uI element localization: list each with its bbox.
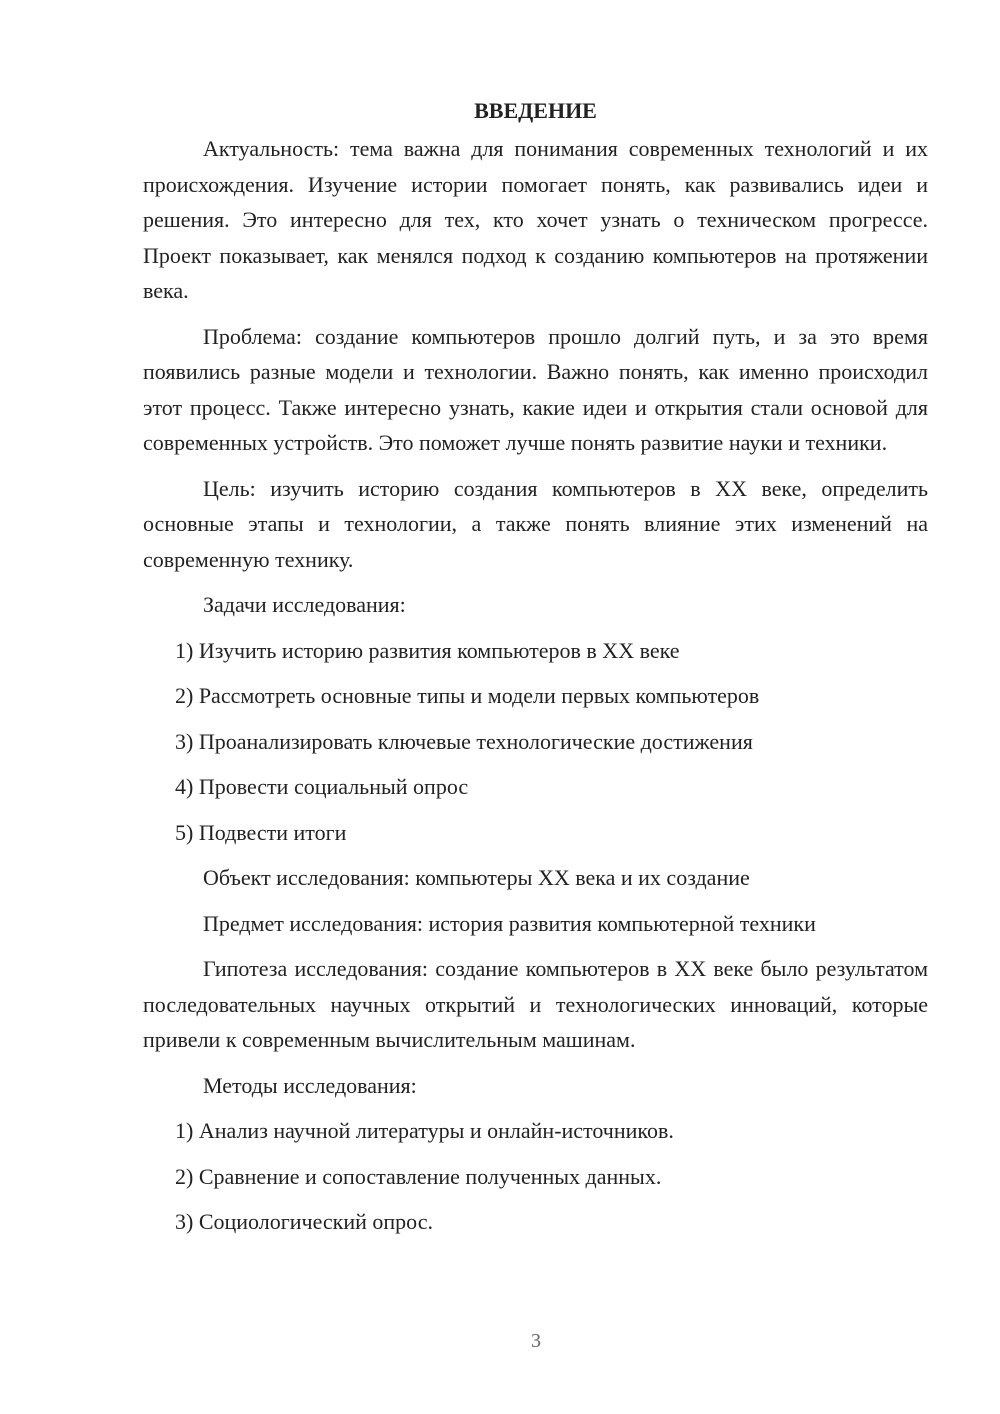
method-item: 2) Сравнение и сопоставление полученных данных. <box>175 1163 662 1189</box>
research-subject: Предмет исследования: история развития компьютерной техники <box>203 910 816 936</box>
tasks-heading: Задачи исследования: <box>203 592 406 617</box>
research-object: Объект исследования: компьютеры XX века и их создание <box>203 865 750 890</box>
methods-heading: Методы исследования: <box>203 1072 417 1098</box>
task-item: 2) Рассмотреть основные типы и модели первых компьютеров <box>175 683 760 708</box>
hypothesis-paragraph: Гипотеза исследования: создание компьютеров в XX веке было результатом последовательных научных открытий и технологических инноваций, которые привели к современным вычислительным машинам. <box>143 956 928 1052</box>
task-item: 5) Подвести итоги <box>175 819 347 845</box>
document-page <box>143 93 928 1250</box>
section-title: ВВЕДЕНИЕ <box>474 98 597 123</box>
task-item: 4) Провести социальный опрос <box>175 774 469 799</box>
page-number: 3 <box>531 1330 541 1352</box>
goal-paragraph: Цель: изучить историю создания компьютеров в XX веке, определить основные этапы и технологии, а также понять влияние этих изменений на современную технику. <box>143 475 928 572</box>
task-item: 1) Изучить историю развития компьютеров в XX веке <box>175 637 680 663</box>
method-item: 3) Социологический опрос. <box>175 1209 433 1234</box>
relevance-paragraph: Актуальность: тема важна для понимания современных технологий и их происхождения. Изучение истории помогает понять, как развивались идеи и решения. Это интересно для тех, кто хочет узнать о техническом прогрессе. Проект показывает, как менялся подход к созданию компьютеров на протяжении века. <box>143 136 928 303</box>
method-item: 1) Анализ научной литературы и онлайн-источников. <box>175 1118 674 1143</box>
problem-paragraph: Проблема: создание компьютеров прошло долгий путь, и за это время появились разные модели и технологии. Важно понять, как именно происходил этот процесс. Также интересно узнать, какие идеи и открытия стали основой для современных устройств. Это поможет лучше понять развитие науки и техники. <box>143 323 928 455</box>
task-item: 3) Проанализировать ключевые технологические достижения <box>175 728 753 754</box>
